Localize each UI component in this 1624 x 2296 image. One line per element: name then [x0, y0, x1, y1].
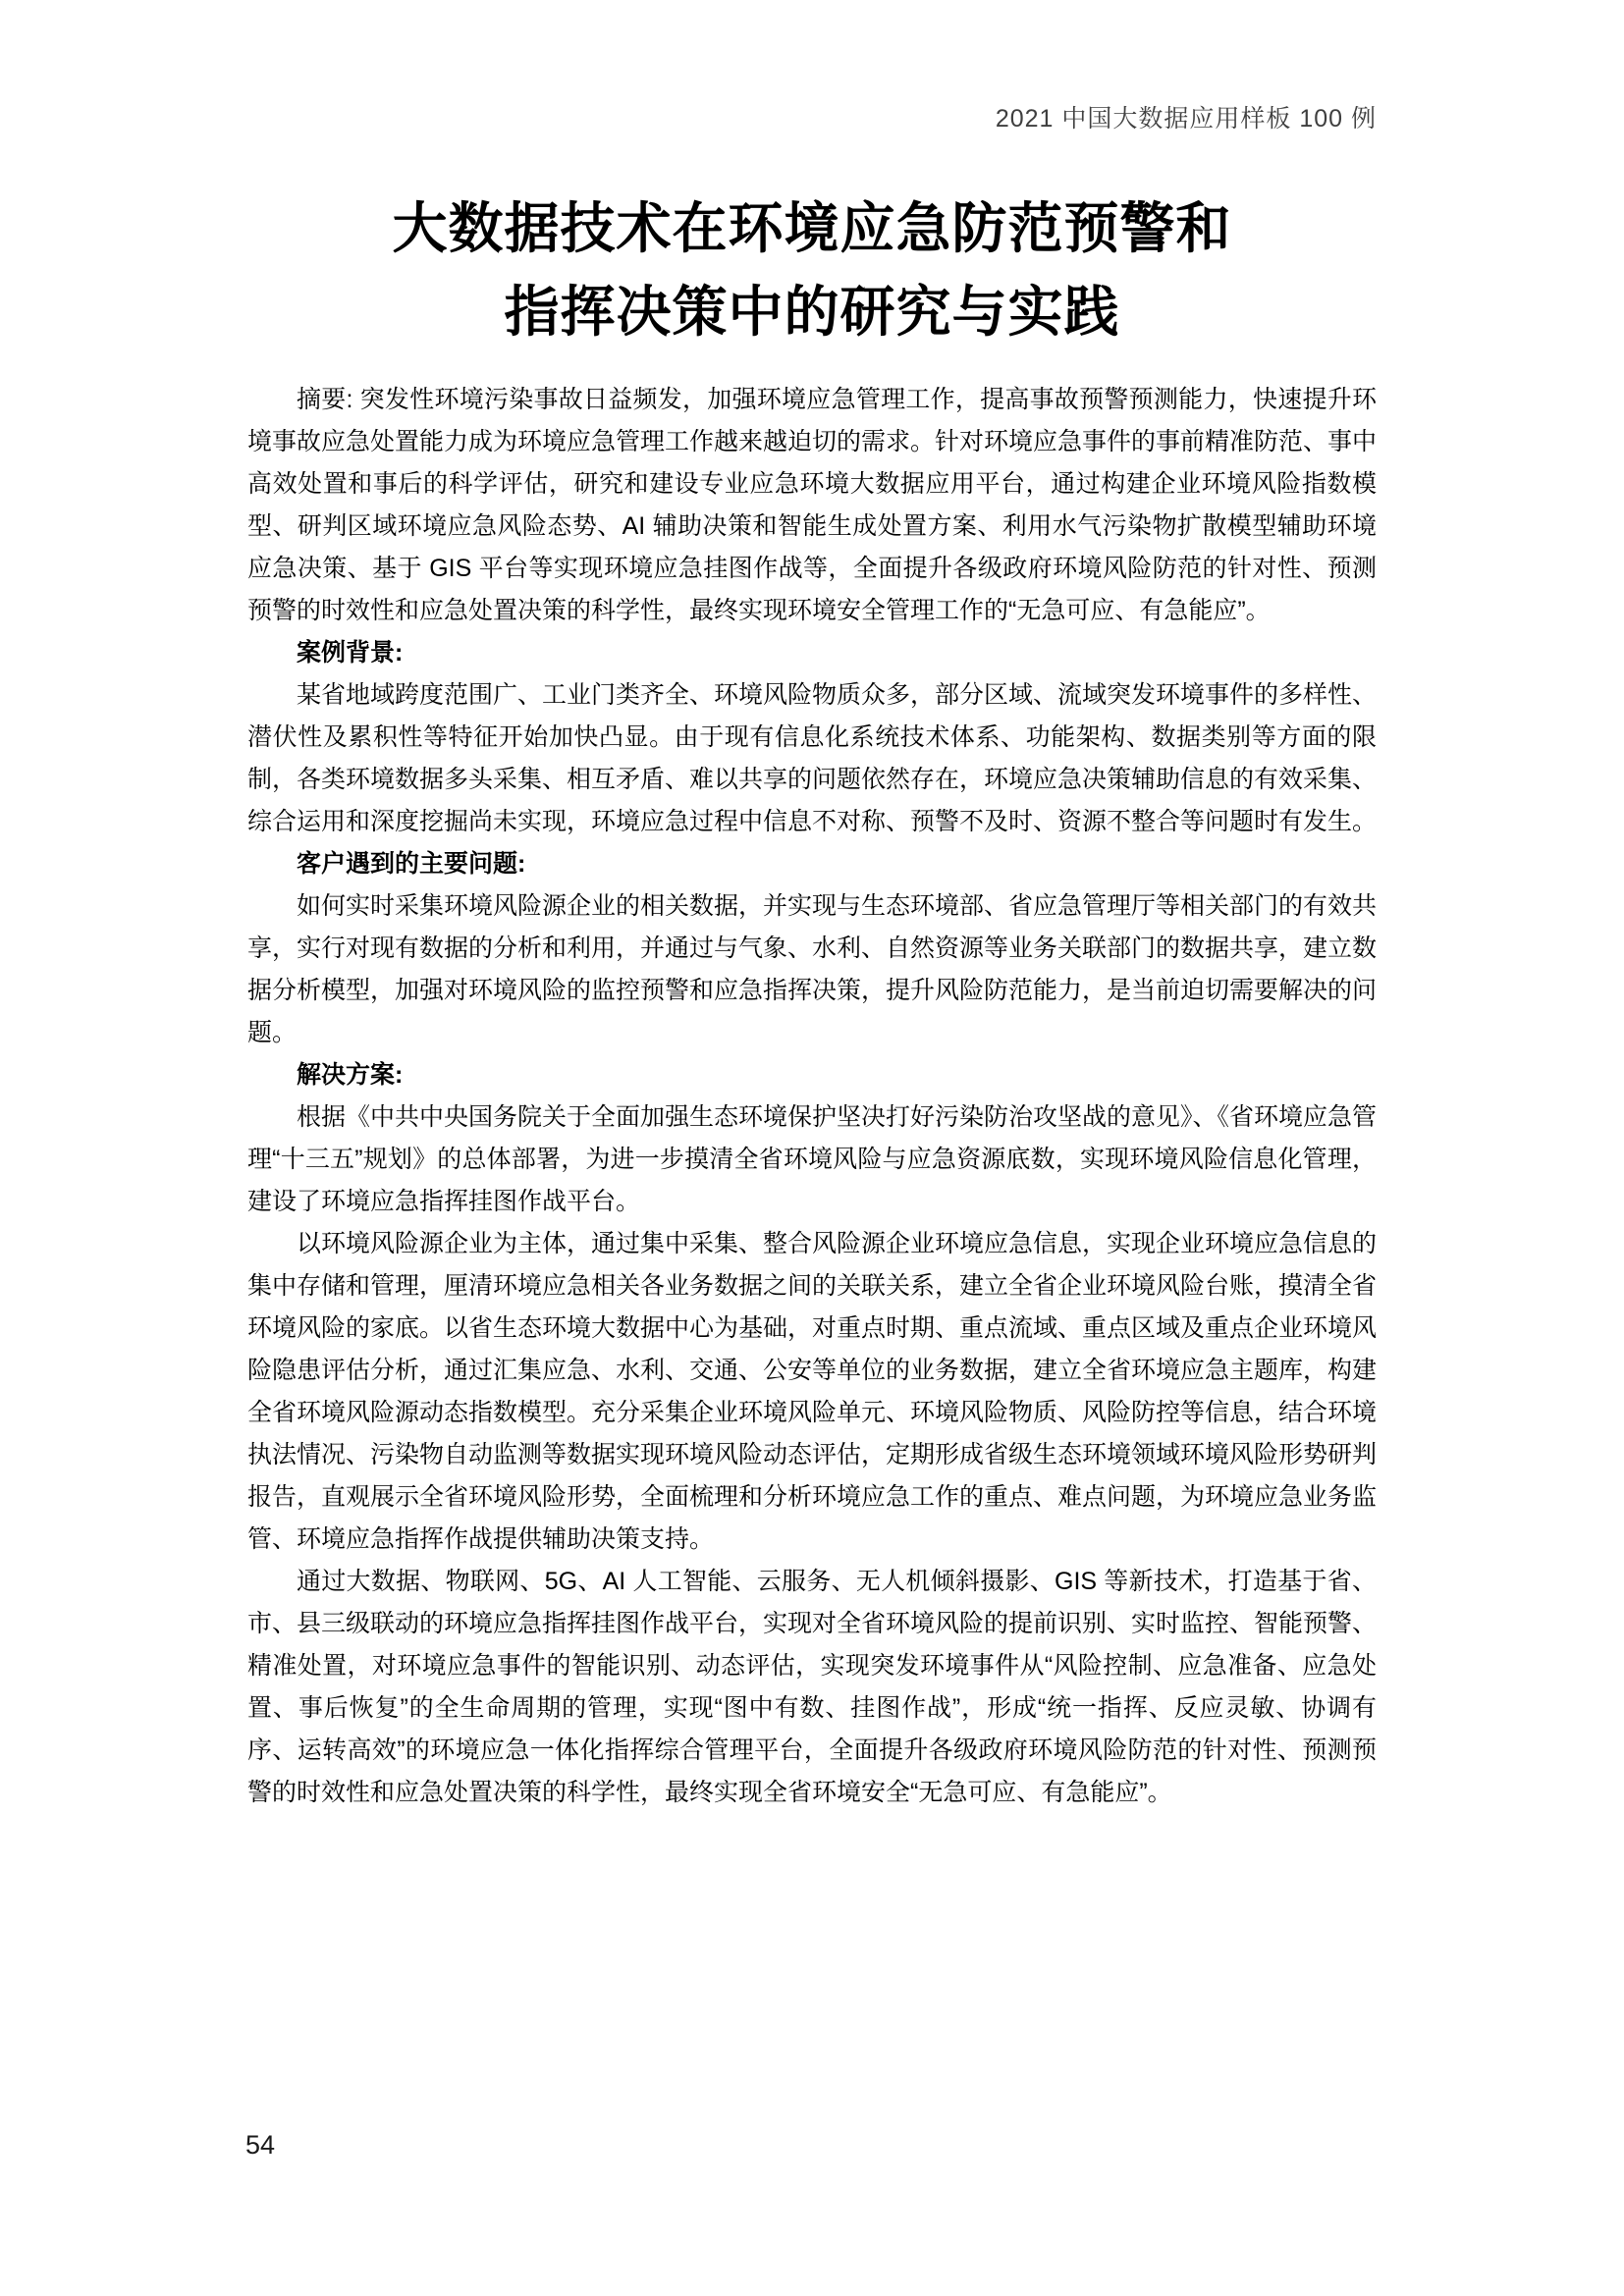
title-line-2: 指挥决策中的研究与实践 [504, 281, 1120, 343]
article-content [247, 187, 1377, 1814]
solution-paragraph-3: 通过大数据、物联网、5G、AI 人工智能、云服务、无人机倾斜摄影、GIS 等新技术，打造基于省、市、县三级联动的环境应急指挥挂图作战平台，实现对全省环境风险的提前识别、实时监控、智能预警、精准处置，对环境应急事件的智能识别、动态评估，实现突发环境事件从“风险控制、应急准备、应急处置、事后恢复”的全生命周期的管理，实现“图中有数、挂图作战”，形成“统一指挥、反应灵敏、协调有序、运转高效”的环境应急一体化指挥综合管理平台，全面提升各级政府环境风险防范的针对性、预测预警的时效性和应急处置决策的科学性，最终实现全省环境安全“无急可应、有急能应”。 [247, 1568, 1378, 1806]
solution-paragraph-1: 根据《中共中央国务院关于全面加强生态环境保护坚决打好污染防治攻坚战的意见》、《省环境应急管理“十三五”规划》的总体部署，为进一步摸清全省环境风险与应急资源底数，实现环境风险信息化管理，建设了环境应急指挥挂图作战平台。 [247, 1103, 1378, 1215]
page-number: 54 [245, 2130, 276, 2160]
solution-paragraph-2: 以环境风险源企业为主体，通过集中采集、整合风险源企业环境应急信息，实现企业环境应急信息的集中存储和管理，厘清环境应急相关各业务数据之间的关联关系，建立全省企业环境风险台账，摸清全省环境风险的家底。以省生态环境大数据中心为基础，对重点时期、重点流域、重点区域及重点企业环境风险隐患评估分析，通过汇集应急、水利、交通、公安等单位的业务数据，建立全省环境应急主题库，构建全省环境风险源动态指数模型。充分采集企业环境风险单元、环境风险物质、风险防控等信息，结合环境执法情况、污染物自动监测等数据实现环境风险动态评估，定期形成省级生态环境领域环境风险形势研判报告，直观展示全省环境风险形势，全面梳理和分析环境应急工作的重点、难点问题，为环境应急业务监管、环境应急指挥作战提供辅助决策支持。 [247, 1230, 1378, 1553]
article-title [247, 187, 1377, 353]
section-heading-solution: 解决方案: [297, 1061, 404, 1089]
customer-problems-paragraph: 如何实时采集环境风险源企业的相关数据，并实现与生态环境部、省应急管理厅等相关部门的有效共享，实行对现有数据的分析和利用，并通过与气象、水利、自然资源等业务关联部门的数据共享，建立数据分析模型，加强对环境风险的监控预警和应急指挥决策，提升风险防范能力，是当前迫切需要解决的问题。 [247, 892, 1378, 1046]
section-heading-case-background: 案例背景: [297, 639, 404, 667]
title-line-1: 大数据技术在环境应急防范预警和 [392, 197, 1232, 259]
case-background-paragraph: 某省地域跨度范围广、工业门类齐全、环境风险物质众多，部分区域、流域突发环境事件的多样性、潜伏性及累积性等特征开始加快凸显。由于现有信息化系统技术体系、功能架构、数据类别等方面的限制，各类环境数据多头采集、相互矛盾、难以共享的问题依然存在，环境应急决策辅助信息的有效采集、综合运用和深度挖掘尚未实现，环境应急过程中信息不对称、预警不及时、资源不整合等问题时有发生。 [247, 681, 1378, 835]
abstract-paragraph: 摘要: 突发性环境污染事故日益频发，加强环境应急管理工作，提高事故预警预测能力，快速提升环境事故应急处置能力成为环境应急管理工作越来越迫切的需求。针对环境应急事件的事前精准防范、事中高效处置和事后的科学评估，研究和建设专业应急环境大数据应用平台，通过构建企业环境风险指数模型、研判区域环境应急风险态势、AI 辅助决策和智能生成处置方案、利用水气污染物扩散模型辅助环境应急决策、基于 GIS 平台等实现环境应急挂图作战等，全面提升各级政府环境风险防范的针对性、预测预警的时效性和应急处置决策的科学性，最终实现环境安全管理工作的“无急可应、有急能应”。 [247, 386, 1378, 624]
section-heading-customer-problems: 客户遇到的主要问题: [297, 850, 526, 878]
running-header: 2021 中国大数据应用样板 100 例 [995, 105, 1377, 133]
